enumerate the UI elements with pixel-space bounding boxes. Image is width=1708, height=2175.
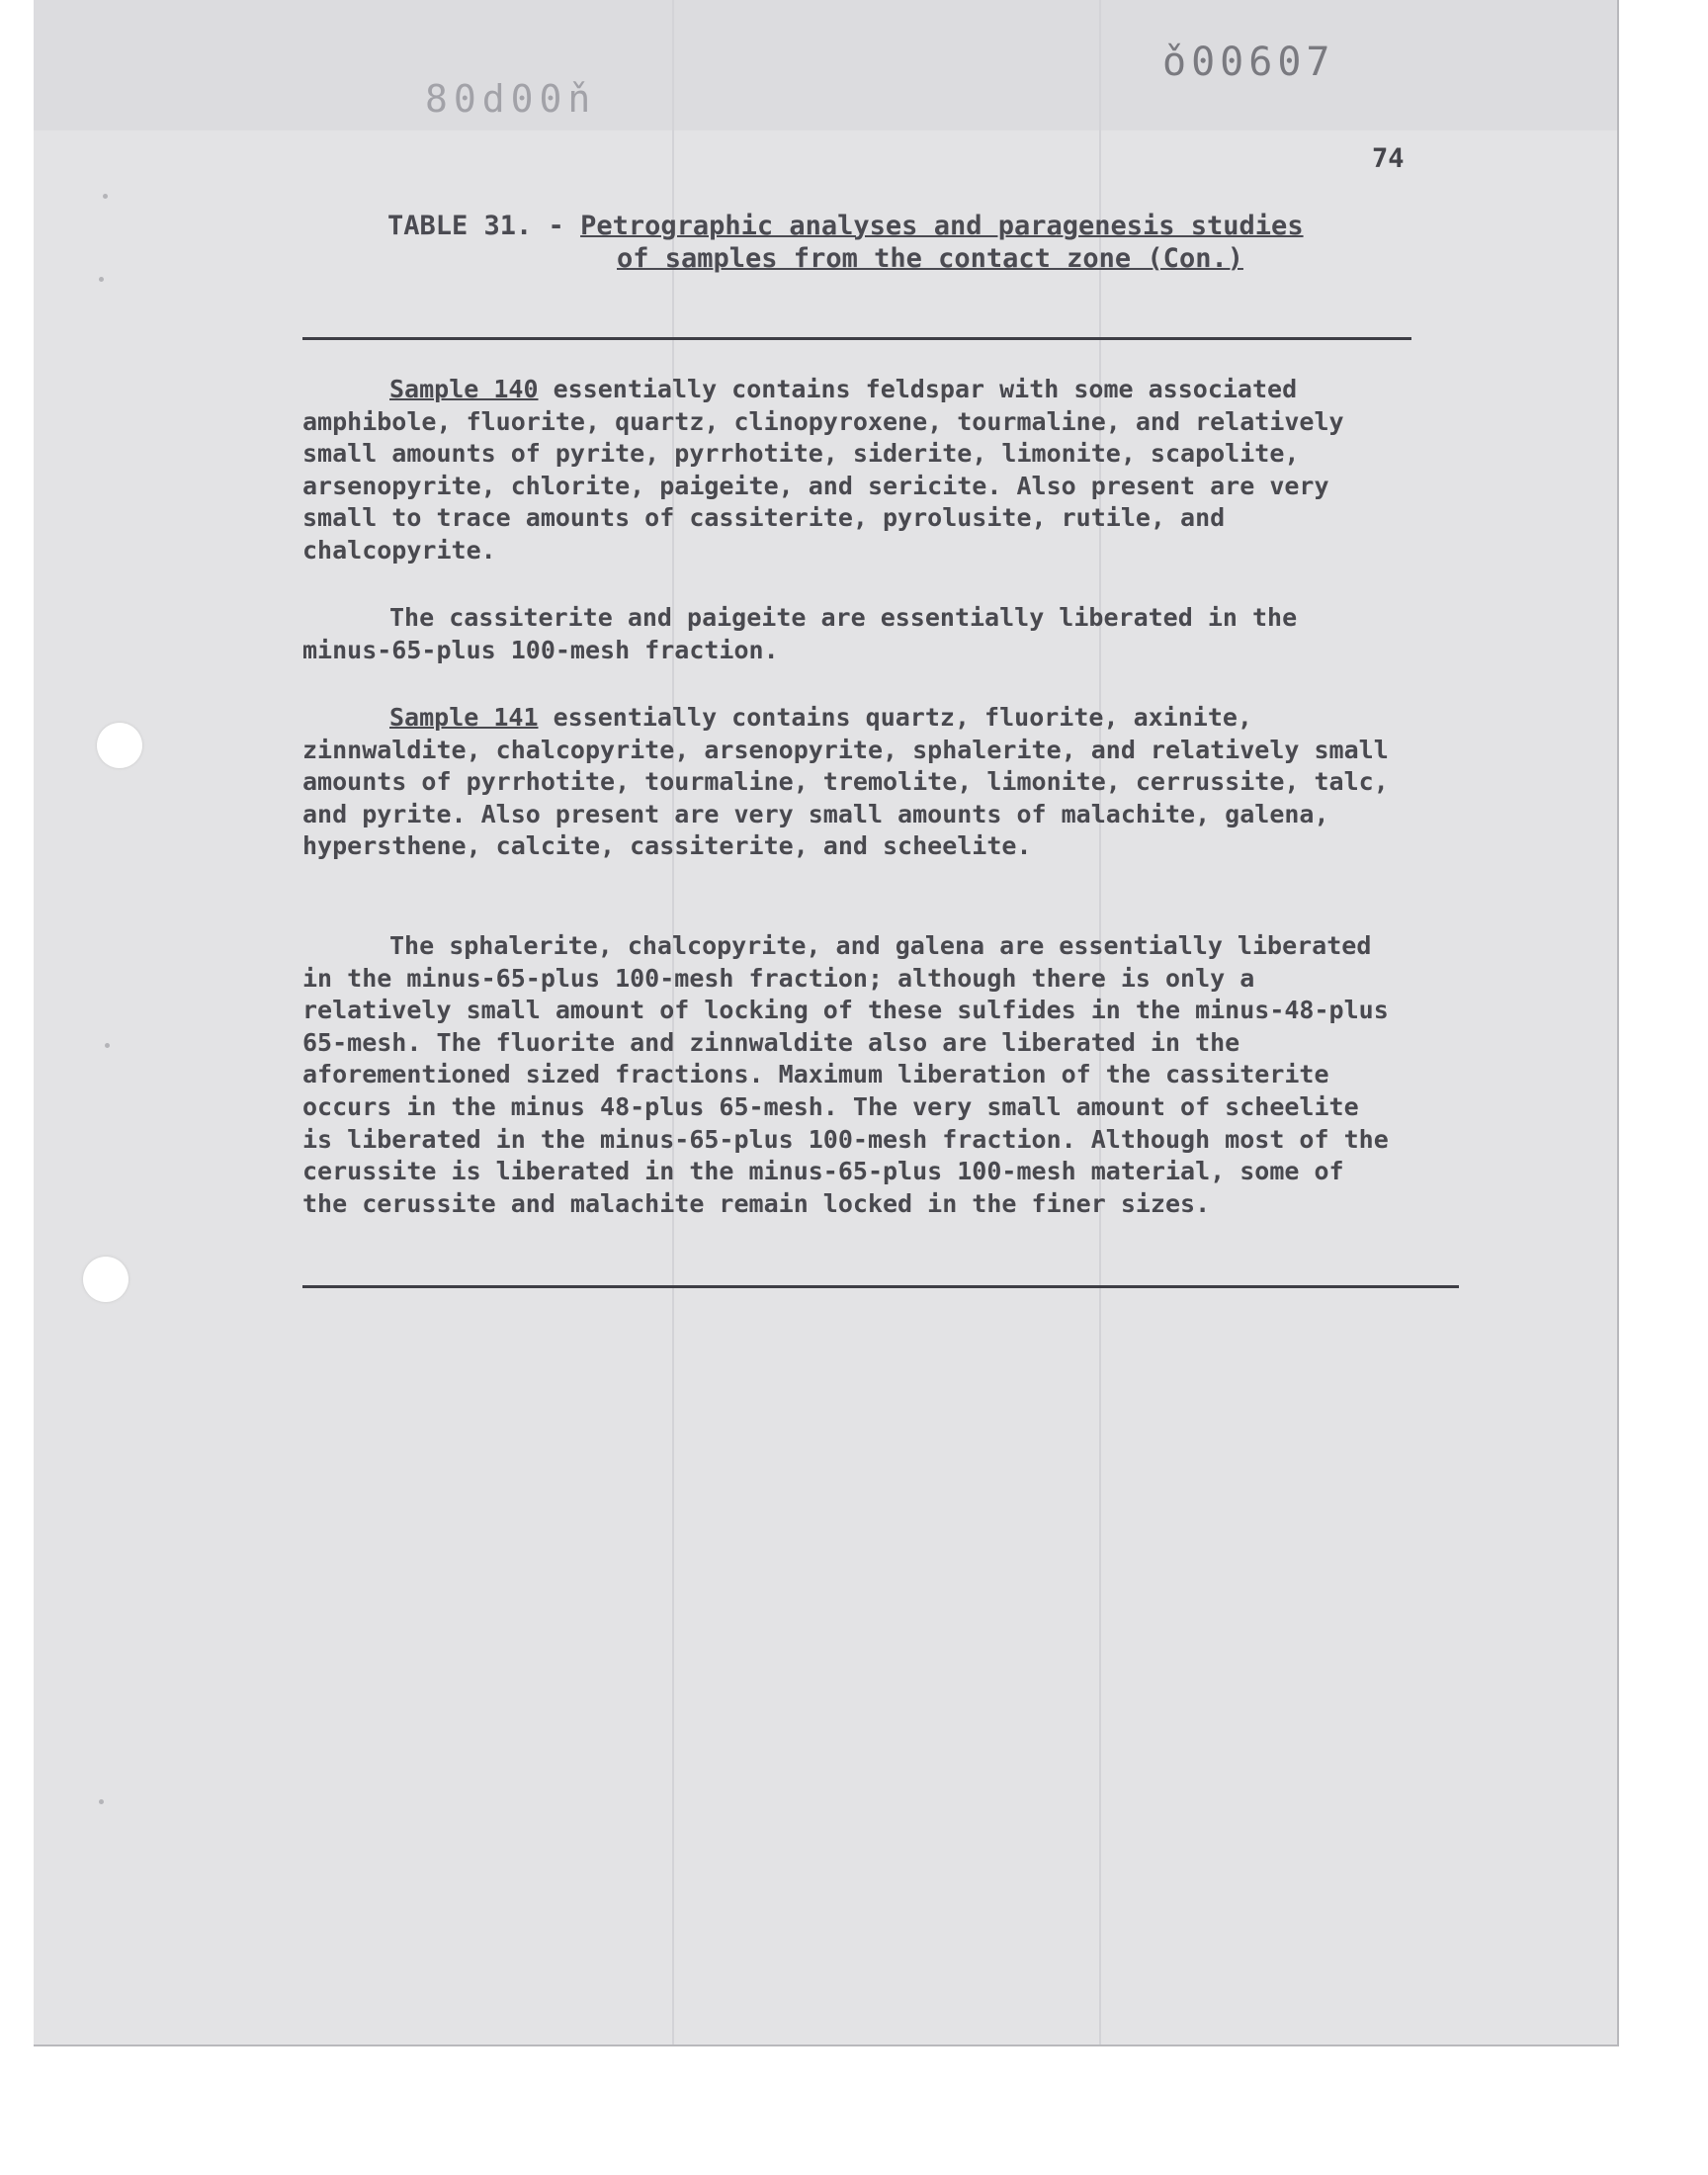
table-title-prefix: TABLE 31. -: [387, 211, 581, 241]
page-number: 74: [1372, 143, 1405, 174]
paragraph-sample-140: [302, 374, 1400, 567]
sample-label: Sample 141: [389, 703, 539, 732]
paragraph-text: The cassiterite and paigeite are essentially liberated in the minus-65-plus 100-mesh fraction.: [302, 603, 1298, 664]
paragraph-liberation-141: [302, 930, 1400, 1220]
scan-speck: [105, 1043, 110, 1048]
paragraph-text: essentially contains feldspar with some associated amphibole, fluorite, quartz, clinopyroxene, tourmaline, and relatively small amounts of pyrite, pyrrhotite, siderite, limonite, scapolite, arsenopyrite, chlorite, paigeite, and sericite. Also present are very small to trace amounts of cassiterite, pyrolusite, rutile, and chalcopyrite.: [302, 375, 1344, 565]
document-stamp-left: 80d00ň: [425, 77, 597, 121]
scan-speck: [99, 1799, 104, 1804]
page-top-shading: [34, 0, 1617, 130]
table-title: [387, 210, 1376, 275]
sample-label: Sample 140: [389, 375, 539, 403]
scan-speck: [99, 277, 104, 282]
paragraph-text: essentially contains quartz, fluorite, axinite, zinnwaldite, chalcopyrite, arsenopyrite, sphalerite, and relatively small amounts of pyrrhotite, tourmaline, tremolite, limonite, cerrussite, talc, and pyrite. Also present are very small amounts of malachite, galena, hypersthene, calcite, cassiterite, and scheelite.: [302, 703, 1389, 861]
table-title-line2: of samples from the contact zone (Con.): [617, 243, 1243, 274]
paragraph-sample-141: [302, 702, 1400, 863]
paragraph-liberation-140: [302, 602, 1400, 666]
document-stamp-right: ǒ00607: [1162, 40, 1335, 85]
paragraph-text: The sphalerite, chalcopyrite, and galena are essentially liberated in the minus-65-plus 100-mesh fraction; although there is only a relatively small amount of locking of these sulfides in the minus-48-plus 65-mesh. The fluorite and zinnwaldite also are liberated in the aforementioned sized fractions. Maximum liberation of the cassiterite occurs in the minus 48-plus 65-mesh. The very small amount of scheelite is liberated in the minus-65-plus 100-mesh fraction. Although most of the cerussite is liberated in the minus-65-plus 100-mesh material, some of the cerussite and malachite remain locked in the finer sizes.: [302, 931, 1389, 1218]
punch-hole: [97, 723, 142, 768]
punch-hole: [83, 1257, 128, 1302]
scan-speck: [103, 194, 108, 199]
table-title-line1: Petrographic analyses and paragenesis studies: [580, 211, 1304, 241]
bottom-rule: [302, 1285, 1459, 1288]
top-rule: [302, 337, 1411, 340]
